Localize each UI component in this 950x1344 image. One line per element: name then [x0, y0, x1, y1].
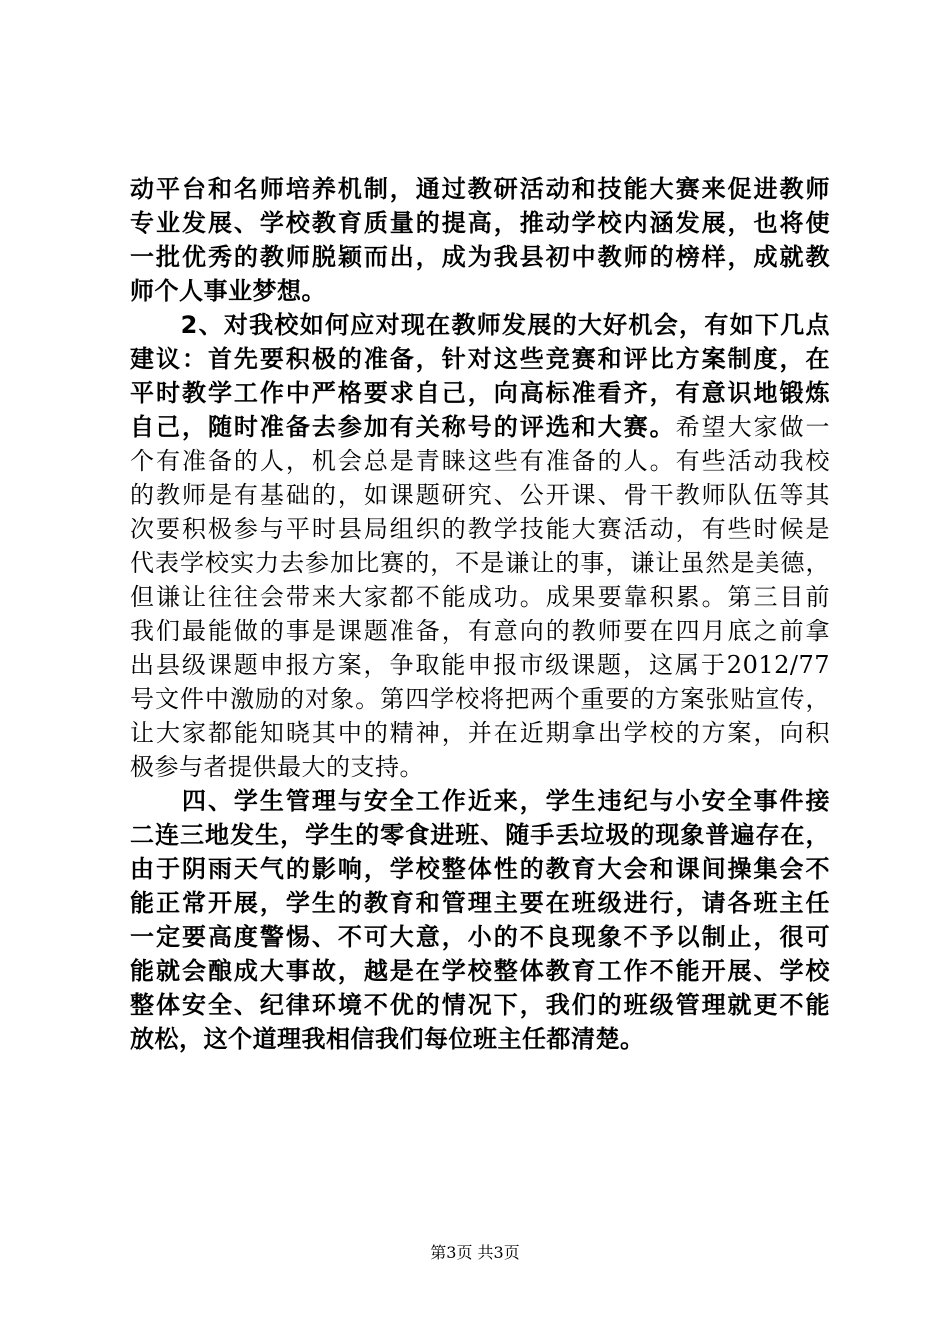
text-line: 二连三地发生，学生的零食进班、随手丢垃圾的现象普遍存在，	[130, 821, 830, 849]
text-line: 次要积极参与平时县局组织的教学技能大赛活动，有些时候是	[130, 515, 830, 543]
text-line: 专业发展、学校教育质量的提高，推动学校内涵发展，也将使	[130, 209, 830, 237]
text-line: 能正常开展，学生的教育和管理主要在班级进行，请各班主任	[130, 889, 830, 917]
text-line: 一批优秀的教师脱颖而出，成为我县初中教师的榜样，成就教	[130, 243, 830, 271]
text-line: 整体安全、纪律环境不优的情况下，我们的班级管理就更不能	[130, 991, 830, 1019]
page-footer: 第3页 共3页	[430, 1243, 520, 1262]
text-line: 我们最能做的事是课题准备，有意向的教师要在四月底之前拿	[130, 617, 830, 645]
text-line: 放松，这个道理我相信我们每位班主任都清楚。	[130, 1025, 645, 1053]
text-line: 2、对我校如何应对现在教师发展的大好机会，有如下几点	[130, 311, 830, 339]
text-line: 号文件中激励的对象。第四学校将把两个重要的方案张贴宣传，	[130, 685, 830, 713]
text-line: 一定要高度警惕、不可大意，小的不良现象不予以制止，很可	[130, 923, 830, 951]
text-line: 平时教学工作中严格要求自己，向高标准看齐，有意识地锻炼	[130, 379, 830, 407]
text-line: 由于阴雨天气的影响，学校整体性的教育大会和课间操集会不	[130, 855, 830, 883]
text-line: 四、学生管理与安全工作近来，学生违纪与小安全事件接	[130, 787, 830, 815]
text-line: 让大家都能知晓其中的精神，并在近期拿出学校的方案，向积	[130, 719, 830, 747]
text-line: 动平台和名师培养机制，通过教研活动和技能大赛来促进教师	[130, 175, 830, 203]
text-run-bold: 自己，随时准备去参加有关称号的评选和大赛。	[130, 413, 676, 441]
text-line: 代表学校实力去参加比赛的，不是谦让的事，谦让虽然是美德，	[130, 549, 830, 577]
document-body	[130, 172, 830, 1056]
text-line	[130, 410, 830, 444]
text-line: 出县级课题申报方案，争取能申报市级课题，这属于2012/77	[130, 651, 830, 679]
text-line: 个有准备的人，机会总是青睐这些有准备的人。有些活动我校	[130, 447, 830, 475]
text-line: 建议：首先要积极的准备，针对这些竞赛和评比方案制度，在	[130, 345, 830, 373]
text-line: 师个人事业梦想。	[130, 277, 326, 305]
text-line: 的教师是有基础的，如课题研究、公开课、骨干教师队伍等其	[130, 481, 830, 509]
text-line: 能就会酿成大事故，越是在学校整体教育工作不能开展、学校	[130, 957, 830, 985]
text-line: 极参与者提供最大的支持。	[130, 753, 424, 781]
text-run-serif: 希望大家做一	[675, 413, 831, 441]
text-line: 但谦让往往会带来大家都不能成功。成果要靠积累。第三目前	[130, 583, 830, 611]
